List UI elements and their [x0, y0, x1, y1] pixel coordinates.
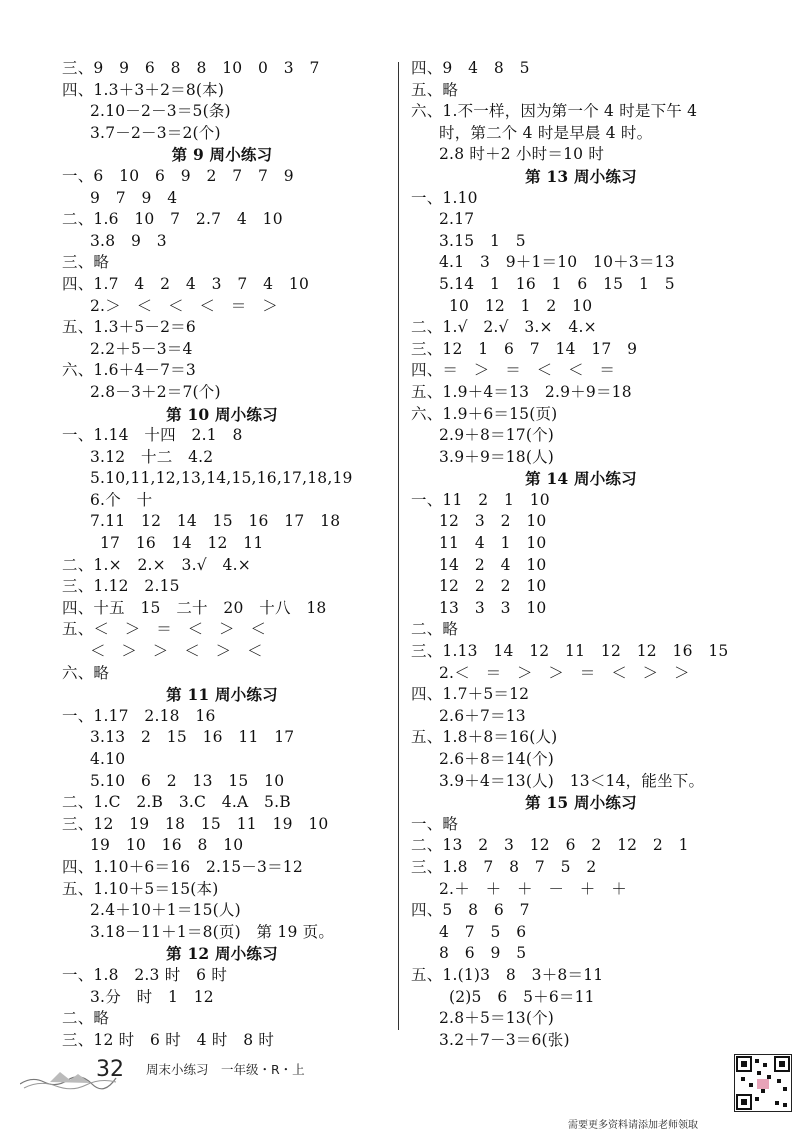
left-answer-column: [62, 58, 382, 1051]
right-answer-line: 二、1.√ 2.√ 3.× 4.×: [411, 318, 597, 337]
left-answer-line: 5.10 6 2 13 15 10: [90, 771, 285, 790]
right-answer-line: 四、9 4 8 5: [411, 59, 530, 77]
section-heading: 第 11 周小练习: [166, 685, 278, 705]
right-answer-line: 六、1.不一样，因为第一个 4 时是下午 4: [411, 102, 698, 121]
right-answer-line: 五、1.9＋4＝13 2.9＋9＝18: [411, 382, 632, 401]
right-answer-line: 二、略: [411, 620, 459, 639]
right-answer-line: 5.14 1 16 1 6 15 1 5: [439, 274, 675, 293]
right-answer-line: 4 7 5 6: [439, 922, 527, 941]
left-answer-line: 五、1.3＋5－2＝6: [62, 318, 196, 337]
right-answer-line: 一、略: [411, 814, 459, 833]
right-answer-line: 三、12 1 6 7 14 17 9: [411, 339, 638, 358]
left-answer-line: 一、1.17 2.18 16: [62, 706, 216, 725]
left-answer-line: 3.7－2－3＝2(个): [90, 123, 221, 142]
page-footer: [0, 1052, 800, 1132]
left-answer-line: 四、1.10＋6＝16 2.15－3＝12: [62, 857, 303, 876]
right-answer-column: [411, 58, 751, 1051]
qr-code-icon: [734, 1054, 792, 1112]
right-answer-line: 五、1.8＋8＝16(人): [411, 728, 558, 747]
right-answer-line: 一、11 2 1 10: [411, 490, 550, 509]
right-answer-line: 10 12 1 2 10: [449, 296, 593, 315]
right-answer-line: 3.15 1 5: [439, 231, 526, 250]
left-answer-line: 3.18－11＋1＝8(页) 第 19 页。: [90, 922, 335, 941]
right-answer-line: 14 2 4 10: [439, 555, 547, 574]
left-answer-line: 六、1.6＋4－7＝3: [62, 361, 196, 380]
right-answer-line: 3.9＋4＝13(人) 13＜14，能坐下。: [439, 771, 705, 790]
book-title: 周末小练习 一年级・R・上: [146, 1062, 305, 1077]
section-heading: 第 13 周小练习: [525, 166, 637, 186]
section-heading: 第 15 周小练习: [525, 793, 637, 813]
right-answer-line: 8 6 9 5: [439, 944, 527, 963]
left-answer-line: 2.4＋10＋1＝15(人): [90, 901, 241, 920]
right-answer-line: 时，第二个 4 时是早晨 4 时。: [439, 123, 653, 142]
right-answer-line: 3.9＋9＝18(人): [439, 447, 555, 466]
right-answer-line: 四、5 8 6 7: [411, 901, 530, 920]
right-answer-line: 2.8 时＋2 小时＝10 时: [439, 145, 605, 164]
right-answer-line: 2.6＋8＝14(个): [439, 750, 555, 768]
left-answer-line: ＜ ＞ ＞ ＜ ＞ ＜: [90, 642, 263, 661]
left-answer-line: 2.8－3＋2＝7(个): [90, 382, 221, 401]
left-answer-line: 六、略: [62, 663, 110, 682]
right-answer-line: 五、1.(1)3 8 3＋8＝11: [411, 965, 604, 984]
left-answer-line: 3.8 9 3: [90, 231, 167, 250]
right-answer-line: 12 2 2 10: [439, 577, 547, 596]
right-answer-line: (2)5 6 5＋6＝11: [449, 987, 595, 1006]
right-answer-line: 四、＝ ＞ ＝ ＜ ＜ ＝: [411, 361, 616, 380]
column-divider: [398, 62, 399, 1030]
left-answer-line: 3.12 十二 4.2: [90, 447, 214, 466]
page-number: 32: [96, 1057, 124, 1082]
left-answer-line: 5.10,11,12,13,14,15,16,17,18,19: [90, 469, 353, 488]
left-answer-line: 二、1.C 2.B 3.C 4.A 5.B: [62, 793, 291, 812]
left-answer-line: 五、＜ ＞ ＝ ＜ ＞ ＜: [62, 620, 267, 639]
left-answer-line: 二、1.× 2.× 3.√ 4.×: [62, 555, 251, 574]
left-answer-line: 2.2＋5－3＝4: [90, 339, 193, 358]
section-heading: 第 10 周小练习: [166, 404, 278, 424]
left-answer-line: 一、1.8 2.3 时 6 时: [62, 965, 228, 984]
right-answer-line: 三、1.8 7 8 7 5 2: [411, 857, 597, 876]
right-answer-line: 六、1.9＋6＝15(页): [411, 404, 558, 423]
left-answer-line: 四、十五 15 二十 20 十八 18: [62, 598, 327, 617]
left-answer-line: 6.个 十: [90, 490, 153, 509]
left-answer-line: 2.＞ ＜ ＜ ＜ ＝ ＞: [90, 296, 278, 315]
left-answer-line: 一、1.14 十四 2.1 8: [62, 426, 243, 445]
right-answer-line: 2.6＋7＝13: [439, 706, 526, 725]
section-heading: 第 12 周小练习: [166, 944, 278, 964]
right-answer-line: 二、13 2 3 12 6 2 12 2 1: [411, 836, 689, 855]
right-answer-line: 五、略: [411, 80, 459, 99]
right-answer-line: 4.1 3 9＋1＝10 10＋3＝13: [439, 253, 675, 272]
left-answer-line: 三、1.12 2.15: [62, 577, 180, 596]
left-answer-line: 二、略: [62, 1009, 110, 1028]
left-answer-line: 7.11 12 14 15 16 17 18: [90, 512, 341, 531]
left-answer-line: 二、1.6 10 7 2.7 4 10: [62, 210, 283, 229]
left-answer-line: 3.13 2 15 16 11 17: [90, 728, 295, 747]
left-answer-line: 17 16 14 12 11: [100, 534, 264, 553]
right-answer-line: 一、1.10: [411, 188, 478, 207]
left-answer-line: 19 10 16 8 10: [90, 836, 244, 855]
left-answer-line: 四、1.7 4 2 4 3 7 4 10: [62, 274, 310, 293]
left-answer-line: 三、9 9 6 8 8 10 0 3 7: [62, 59, 320, 77]
section-heading: 第 9 周小练习: [171, 145, 273, 165]
right-answer-line: 三、1.13 14 12 11 12 12 16 15: [411, 642, 729, 661]
right-answer-line: 11 4 1 10: [439, 534, 547, 553]
right-answer-line: 2.9＋8＝17(个): [439, 426, 555, 445]
qr-note: 需要更多资料请添加老师领取: [568, 1120, 698, 1131]
left-answer-line: 四、1.3＋3＋2＝8(本): [62, 80, 225, 99]
right-answer-line: 12 3 2 10: [439, 512, 547, 531]
left-answer-line: 三、12 19 18 15 11 19 10: [62, 814, 329, 833]
right-answer-line: 13 3 3 10: [439, 598, 547, 617]
left-answer-line: 三、略: [62, 253, 110, 272]
right-answer-line: 3.2＋7－3＝6(张): [439, 1030, 570, 1049]
left-answer-line: 2.10－2－3＝5(条): [90, 102, 231, 121]
right-answer-line: 四、1.7＋5＝12: [411, 685, 530, 704]
right-answer-line: 2.＜ ＝ ＞ ＞ ＝ ＜ ＞ ＞: [439, 663, 690, 682]
left-answer-line: 三、12 时 6 时 4 时 8 时: [62, 1030, 275, 1049]
left-answer-line: 3.分 时 1 12: [90, 987, 214, 1006]
section-heading: 第 14 周小练习: [525, 469, 637, 489]
right-answer-line: 2.17: [439, 210, 475, 229]
right-answer-line: 2.＋ ＋ ＋ － ＋ ＋: [439, 879, 627, 898]
left-answer-line: 一、6 10 6 9 2 7 7 9: [62, 166, 294, 185]
left-answer-line: 五、1.10＋5＝15(本): [62, 879, 219, 898]
left-answer-line: 9 7 9 4: [90, 188, 178, 207]
left-answer-line: 4.10: [90, 750, 126, 768]
right-answer-line: 2.8＋5＝13(个): [439, 1009, 555, 1028]
